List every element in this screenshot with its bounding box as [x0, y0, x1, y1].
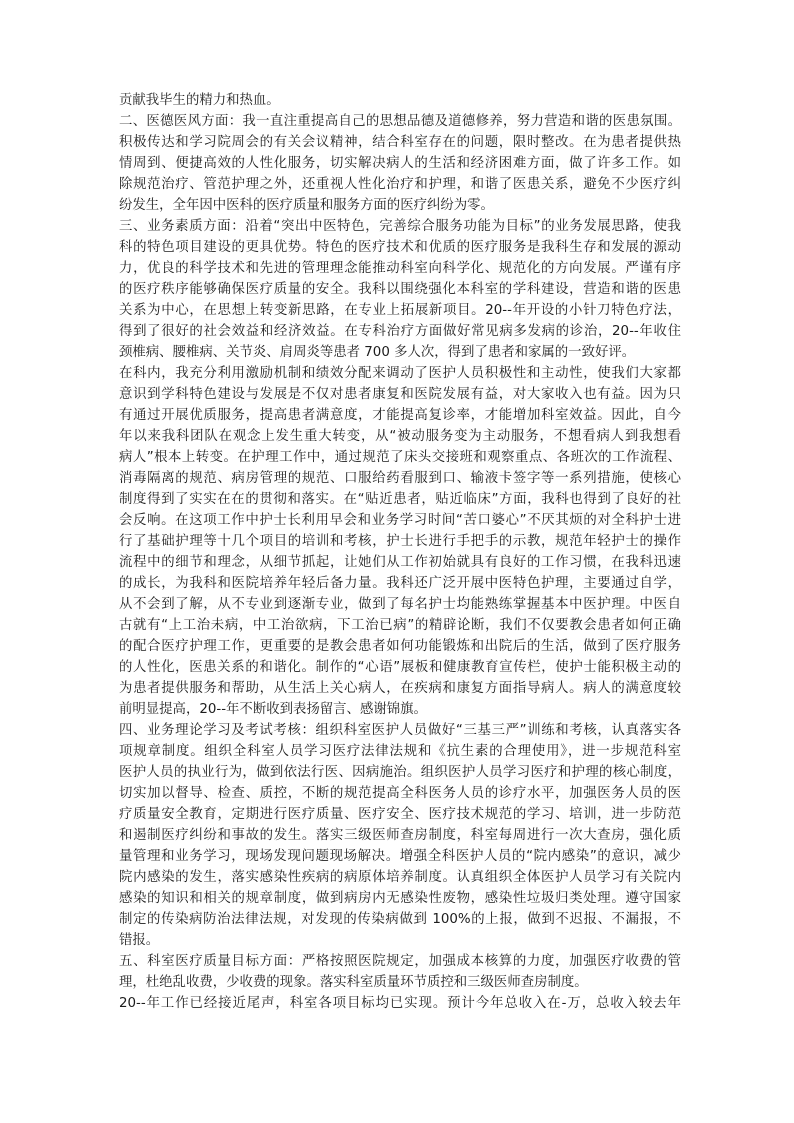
text-line: 颈椎病、腰椎病、关节炎、肩周炎等患者 700 多人次，得到了患者和家属的一致好评。 — [119, 345, 636, 360]
text-line: 的医疗秩序能够确保医疗质量的安全。我科以围绕强化本科室的学科建设，营造和谐的医患 — [119, 282, 681, 297]
text-line: 在科内，我充分利用激励机制和绩效分配来调动了医护人员积极性和主动性，使我们大家都 — [119, 366, 681, 381]
text-line: 为患者提供服务和帮助，从生活上关心病人，在疾病和康复方面指导病人。病人的满意度较 — [119, 681, 681, 696]
text-line: 纷发生，全年因中医科的医疗质量和服务方面的医疗纠纷为零。 — [119, 198, 494, 213]
text-line: 积极传达和学习院周会的有关会议精神，结合科室存在的问题，限时整改。在为患者提供热 — [119, 135, 681, 150]
text-line: 的配合医疗护理工作，更重要的是教会患者如何功能锻炼和出院后的生活，做到了医疗服务 — [119, 639, 681, 654]
text-line: 从不会到了解，从不专业到逐渐专业，做到了每名护士均能熟练掌握基本中医护理。中医自 — [119, 597, 681, 612]
text-line: 切实加以督导、检查、质控，不断的规范提高全科医务人员的诊疗水平，加强医务人员的医 — [119, 786, 681, 801]
text-line: 项规章制度。组织全科室人员学习医疗法律法规和《抗生素的合理使用》，进一步规范科室 — [119, 744, 681, 759]
text-line: 得到了很好的社会效益和经济效益。在专科治疗方面做好常见病多发病的诊治，20--年收住 — [119, 324, 681, 339]
text-line: 制度得到了实实在在的贯彻和落实。在“贴近患者，贴近临床”方面，我科也得到了良好的社 — [119, 492, 681, 507]
text-line: 病人”根本上转变。在护理工作中，通过规范了床头交接班和观察重点、各班次的工作流程、 — [119, 450, 681, 465]
text-line: 量管理和业务学习，现场发现问题现场解决。增强全科医护人员的“院内感染”的意识，减少 — [119, 849, 681, 864]
text-line: 消毒隔离的规范、病房管理的规范、口服给药看服到口、输液卡签字等一系列措施，使核心 — [119, 471, 681, 486]
text-line: 古就有“上工治未病，中工治欲病，下工治已病”的精辟论断，我们不仅要教会患者如何正确 — [119, 618, 681, 633]
text-line: 三、业务素质方面：沿着“突出中医特色，完善综合服务功能为目标”的业务发展思路，使我 — [119, 219, 681, 234]
text-line: 院内感染的发生，落实感染性疾病的病原体培养制度。认真组织全体医护人员学习有关院内 — [119, 870, 681, 885]
text-line: 医护人员的执业行为，做到依法行医、因病施治。组织医护人员学习医疗和护理的核心制度， — [119, 765, 681, 780]
text-line: 的人性化，医患关系的和谐化。制作的“心语”展板和健康教育宣传栏，使护士能积极主动的 — [119, 660, 681, 675]
text-line: 科的特色项目建设的更具优势。特色的医疗技术和优质的医疗服务是我科生存和发展的源动 — [119, 240, 681, 255]
text-line: 五、科室医疗质量目标方面：严格按照医院规定，加强成本核算的力度，加强医疗收费的管 — [119, 954, 681, 969]
text-line: 制定的传染病防治法律法规，对发现的传染病做到 100%的上报，做到不迟报、不漏报，不 — [119, 912, 681, 927]
text-line: 关系为中心，在思想上转变新思路，在专业上拓展新项目。20--年开设的小针刀特色疗法， — [119, 303, 681, 318]
text-line: 行了基础护理等十几个项目的培训和考核，护士长进行手把手的示教，规范年轻护士的操作 — [119, 534, 681, 549]
text-line: 错报。 — [119, 933, 160, 948]
text-line: 四、业务理论学习及考试考核：组织科室医护人员做好“三基三严”训练和考核，认真落实各 — [119, 723, 681, 738]
text-line: 意识到学科特色建设与发展是不仅对患者康复和医院发展有益，对大家收入也有益。因为只 — [119, 387, 681, 402]
text-line: 有通过开展优质服务，提高患者满意度，才能提高复诊率，才能增加科室效益。因此，自今 — [119, 408, 681, 423]
text-line: 二、医德医风方面：我一直注重提高自己的思想品德及道德修养，努力营造和谐的医患氛围。 — [119, 114, 681, 129]
text-line: 疗质量安全教育，定期进行医疗质量、医疗安全、医疗技术规范的学习、培训，进一步防范 — [119, 807, 681, 822]
text-line: 流程中的细节和理念，从细节抓起，让她们从工作初始就具有良好的工作习惯，在我科迅速 — [119, 555, 681, 570]
text-line: 会反响。在这项工作中护士长利用早会和业务学习时间“苦口婆心”不厌其烦的对全科护士进 — [119, 513, 681, 528]
text-line: 的成长，为我科和医院培养年轻后备力量。我科还广泛开展中医特色护理，主要通过自学， — [119, 576, 681, 591]
text-line: 和遏制医疗纠纷和事故的发生。落实三级医师查房制度，科室每周进行一次大查房，强化质 — [119, 828, 681, 843]
text-line: 年以来我科团队在观念上发生重大转变，从“被动服务变为主动服务，不想看病人到我想看 — [119, 429, 681, 444]
document-body — [119, 90, 681, 1014]
text-line: 除规范治疗、管范护理之外，还重视人性化治疗和护理，和谐了医患关系，避免不少医疗纠 — [119, 177, 681, 192]
text-line: 20--年工作已经接近尾声，科室各项目标均已实现。预计今年总收入在-万，总收入较去年 — [119, 996, 681, 1011]
text-line: 前明显提高，20--年不断收到表扬留言、感谢锦旗。 — [119, 702, 427, 717]
text-line: 理，杜绝乱收费，少收费的现象。落实科室质量环节质控和三级医师查房制度。 — [119, 975, 588, 990]
text-line: 力，优良的科学技术和先进的管理理念能推动科室向科学化、规范化的方向发展。严谨有序 — [119, 261, 681, 276]
text-line: 感染的知识和相关的规章制度，做到病房内无感染性废物，感染性垃圾归类处理。遵守国家 — [119, 891, 681, 906]
text-line: 情周到、便捷高效的人性化服务，切实解决病人的生活和经济困难方面，做了许多工作。如 — [119, 156, 681, 171]
text-line: 贡献我毕生的精力和热血。 — [119, 93, 280, 108]
